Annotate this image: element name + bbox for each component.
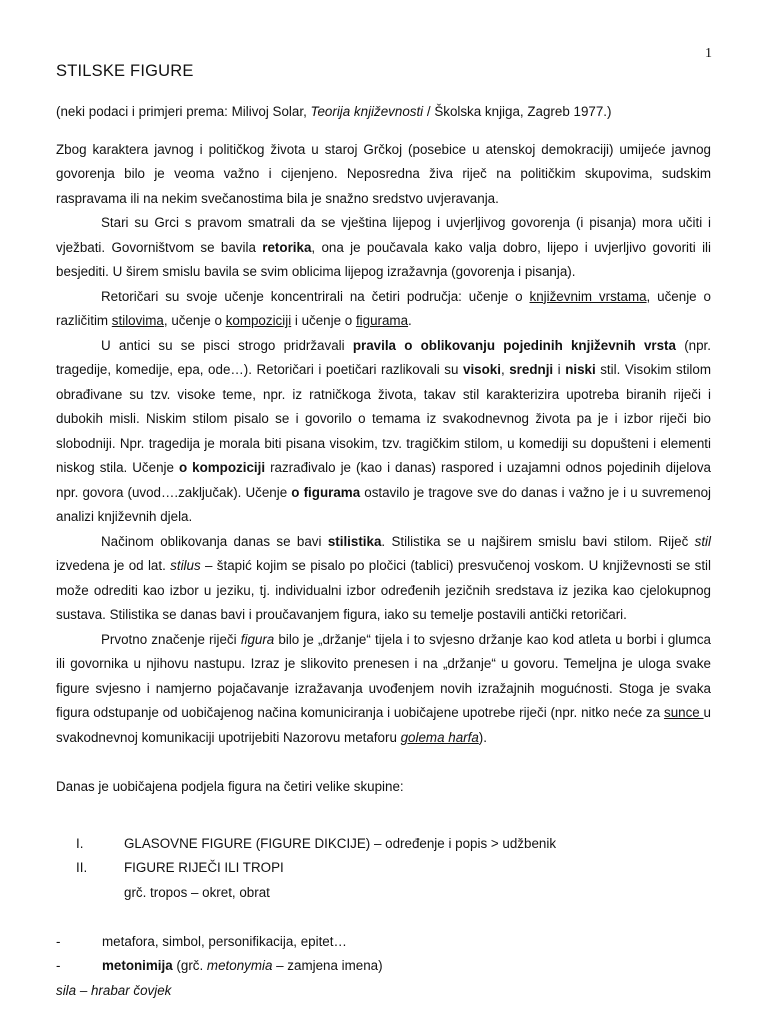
paragraph-4: U antici su se pisci strogo pridržavali pravila o oblikovanju pojedinih književnih vrsta (npr. tragedije, komedije, epa, ode…). Retoričari i poetičari razlikovali su visoki, srednji i niski stil. Visokim stilom obrađivane su tzv. visoke teme, npr. iz ratničkoga života, takav stil karakterizira upotreba biranih riječi i dubokih misli. Niskim stilom pisalo se i govorilo o temama iz svakodnevnog života pa je i izbor riječi bio slobodniji. Npr. tragedija je morala biti pisana visokim, tzv. tragičkim stilom, u komediji su dopušteni i elementi niskog stila. Učenje o kompoziciji razrađivalo je (kao i danas) raspored i uzajamni odnos pojedinih dijelova npr. govora (uvod….zaključak). Učenje o figurama ostavilo je tragove sve do danas i važno je i u suvremenoj analizi književnih djela. — [56, 337, 712, 524]
list-item: II. FIGURE RIJEČI ILI TROPI — [76, 860, 284, 875]
list-item-note: grč. tropos – okret, obrat — [124, 884, 270, 900]
term-figure: figurama — [355, 313, 409, 328]
book-title: Teorija književnosti — [310, 104, 424, 119]
term-knjizevne-vrste: književnim vrstama — [529, 288, 647, 304]
dash-item: - metonimija (grč. metonymia – zamjena imena) — [56, 958, 383, 973]
document-title: STILSKE FIGURE — [56, 62, 194, 80]
term-stilovi: stilovima — [111, 313, 164, 328]
example-line: sila – hrabar čovjek — [56, 982, 172, 998]
paragraph-3: Retoričari su svoje učenje koncentrirali na četiri područja: učenje o književnim vrstama, učenje o različitim stilovima, učenje o kompoziciji i učenje o figurama. — [56, 288, 711, 328]
list-item: I. GLASOVNE FIGURE (FIGURE DIKCIJE) – određenje i popis > udžbenik — [76, 835, 557, 851]
term-kompozicija: kompoziciji — [225, 313, 292, 328]
paragraph-6: Prvotno značenje riječi figura bilo je „držanje“ tijela i to svjesno držanje kao kod atleta u borbi i glumca ili govornika u njihovu nastupu. Izraz je slikovito prenesen i na „držanje“ u govoru. Temeljna je uloga svake figure svjesno i namjerno pojačavanje izražavanja uvođenjem novih izražajnih mogućnosti. Stoga je svaka figura odstupanje od uobičajenog načina komuniciranja i uobičajene upotrebe riječi (npr. nitko neće za sunce u svakodnevnoj komunikaciji upotrijebiti Nazorovu metaforu golema harfa). — [56, 631, 711, 745]
page-number: 1 — [705, 46, 712, 61]
paragraph-7: Danas je uobičajena podjela figura na četiri velike skupine: — [56, 778, 404, 794]
paragraph-1: Zbog karaktera javnog i političkog života u staroj Grčkoj (posebice u atenskoj demokraciji) umijeće javnog govorenja bilo je veoma važno i cijenjeno. Neposredna živa riječ na političkim skupovima, sudskim raspravama ili na nekim svečanostima bila je snažno sredstvo uvjeravanja. — [56, 141, 711, 206]
dash-item: - metafora, simbol, personifikacija, epitet… — [56, 933, 347, 949]
term-retorika: retorika — [262, 239, 312, 255]
paragraph-5: Načinom oblikovanja danas se bavi stilistika. Stilistika se u najširem smislu bavi stilom. Riječ stil izvedena je od lat. stilus – štapić kojim se pisalo po pločici (tablici) presvučenoj voskom. U književnosti se stil može odrediti kao izbor u jeziku, tj. individualni izbor određenih jezičnih sredstava iz jezika kao cjelokupnog sustava. Stilistika se danas bavi i proučavanjem figura, iako su temelje postavili antički retoričari. — [56, 533, 711, 622]
figure-groups-list — [56, 807, 711, 905]
paragraph-2: Stari su Grci s pravom smatrali da se vještina lijepog i uvjerljivog govorenja (i pisanja) mora učiti i vježbati. Govorništvom se bavila retorika, ona je poučavala kako valja dobro, lijepo i uvjerljivo govoriti ili besjediti. U širem smislu bavila se svim oblicima lijepog izražavnja (govorenja i pisanja). — [56, 215, 711, 279]
source-note: (neki podaci i primjeri prema: Milivoj Solar, Teorija književnosti / Školska knjiga, Zagreb 1977.) — [56, 104, 612, 119]
document-body — [56, 62, 711, 1003]
